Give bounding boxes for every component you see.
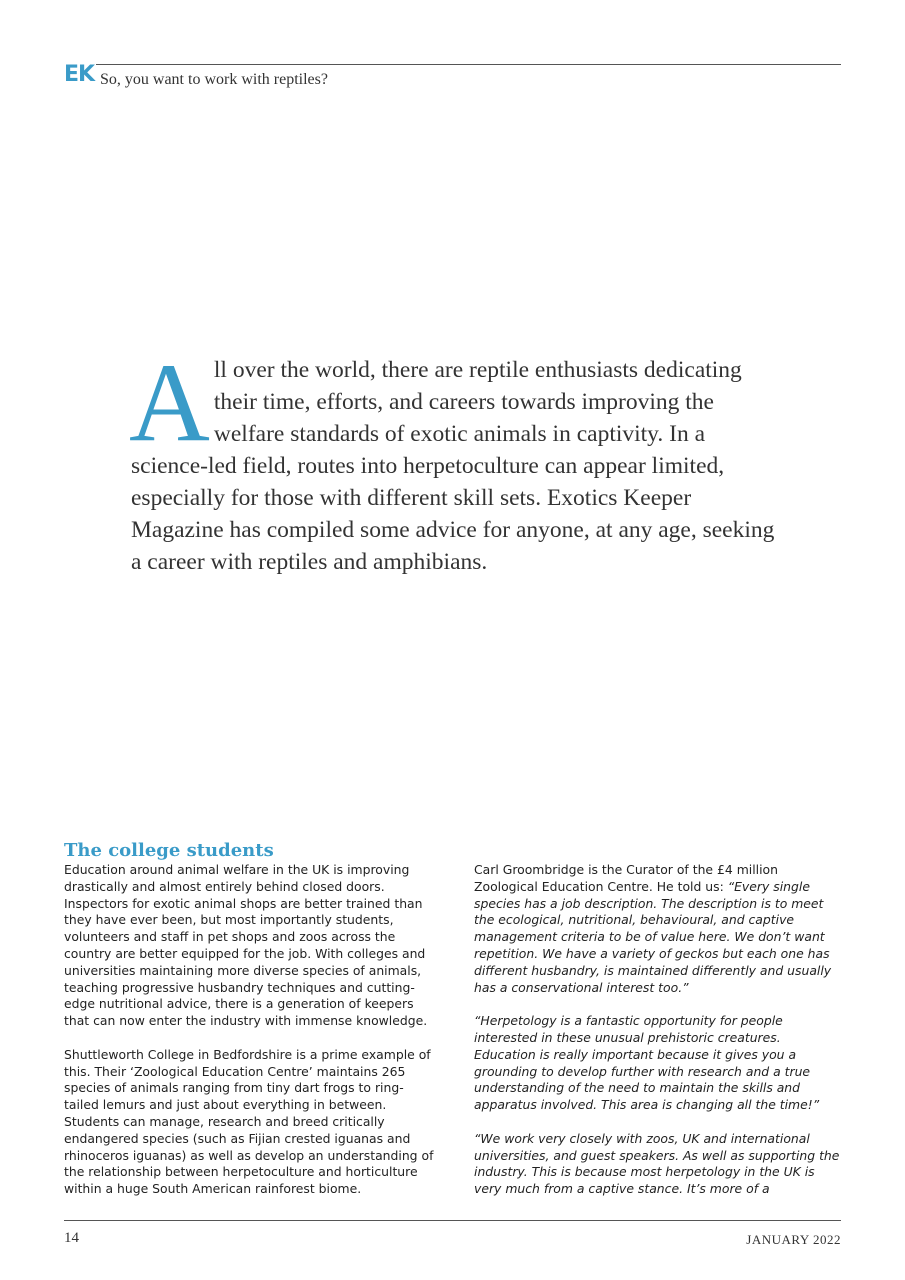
quote-text: “Every single species has a job description. The description is to meet the ecological, nutritional, behavioural, and captive management criteria to be of value here. We don’t want repetition. We have a variety of geckos but each one has different husbandry, is maintained differently and usually has a conservational interest too.” [474, 878, 832, 995]
issue-date: JANUARY 2022 [746, 1232, 841, 1247]
left-column [64, 862, 434, 1215]
drop-cap: A [129, 341, 210, 465]
right-column [474, 862, 844, 1215]
intro-text: ll over the world, there are reptile enthusiasts dedicating their time, efforts, and careers towards improving the welfare standards of exotic animals in captivity. In a science-led field, routes into herpetoculture can appear limited, especially for those with different skill sets. Exotics Keeper Magazine has compiled some advice for anyone, at any age, seeking a career with reptiles and amphibians. [131, 357, 775, 575]
page-number: 14 [64, 1230, 79, 1246]
quote-attribution: Carl Groombridge is the Curator of the £4 million Zoological Education Centre. He told us: [474, 862, 778, 894]
running-head: So, you want to work with reptiles? [100, 71, 328, 88]
section-heading: The college students [64, 840, 274, 861]
body-paragraph [474, 862, 844, 996]
intro-paragraph [129, 341, 781, 578]
body-paragraph: Education around animal welfare in the UK is improving drastically and almost entirely behind closed doors. Inspectors for exotic animal shops are better trained than they have ever been, but most importantly students, volunteers and staff in pet shops and zoos across the country are better equipped for the job. With colleges and universities maintaining more diverse species of animals, teaching progressive husbandry techniques and cutting-edge nutritional advice, there is a generation of keepers that can now enter the industry with immense knowledge. [64, 862, 428, 1029]
footer-rule [64, 1220, 841, 1221]
header-rule [96, 64, 841, 65]
quote-paragraph: “Herpetology is a fantastic opportunity for people interested in these unusual prehistoric creatures. Education is really important because it gives you a grounding to develop further with research and a true understanding of the need to maintain the skills and apparatus involved. This area is changing all the time!” [474, 1013, 820, 1113]
quote-paragraph: “We work very closely with zoos, UK and international universities, and guest speakers. As well as supporting the industry. This is because most herpetology in the UK is very much from a captive stance. It’s more of a [474, 1130, 840, 1197]
body-paragraph: Shuttleworth College in Bedfordshire is a prime example of this. Their ‘Zoological Education Centre’ maintains 265 species of animals ranging from tiny dart frogs to ring-tailed lemurs and just about everything in between. Students can manage, research and breed critically endangered species (such as Fijian crested iguanas and rhinoceros iguanas) as well as develop an understanding of the relationship between herpetoculture and horticulture within a huge South American rainforest biome. [64, 1046, 434, 1197]
magazine-logo: EK [64, 62, 95, 87]
